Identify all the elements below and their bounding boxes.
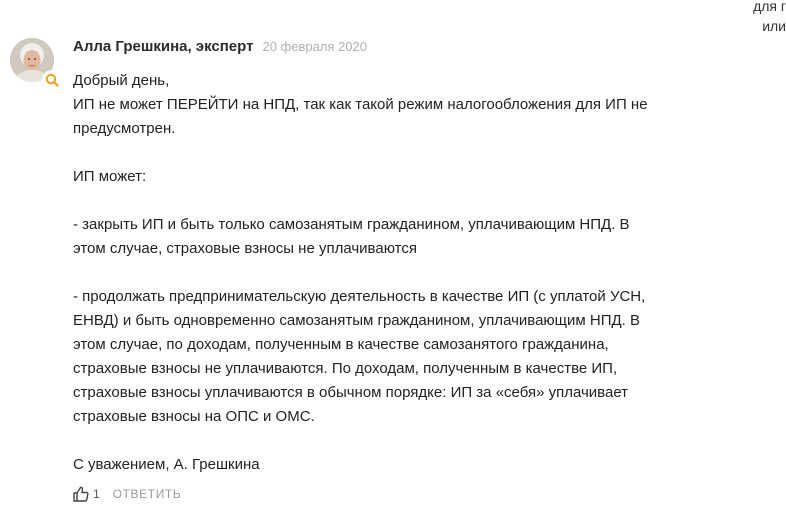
comment-header bbox=[73, 38, 773, 60]
body-line: страховые взносы не уплачиваются. По доходам, полученным в качестве ИП, bbox=[73, 360, 618, 377]
truncated-side-text bbox=[726, 0, 786, 36]
author-avatar-wrap[interactable] bbox=[10, 38, 54, 82]
comment bbox=[73, 38, 773, 477]
expert-badge bbox=[43, 71, 61, 89]
truncated-line-1: для г bbox=[753, 0, 786, 14]
body-line: - продолжать предпринимательскую деятельность в качестве ИП (с уплатой УСН, bbox=[73, 288, 646, 305]
body-line: предусмотрен. bbox=[73, 120, 176, 137]
body-line: ЕНВД) и быть одновременно самозанятым гражданином, уплачивающим НПД. В bbox=[73, 312, 640, 329]
body-line: этом случае, страховые взносы не уплачиваются bbox=[73, 240, 417, 257]
body-line: этом случае, по доходам, полученным в качестве самозанятого гражданина, bbox=[73, 336, 609, 353]
body-line: - закрыть ИП и быть только самозанятым гражданином, уплачивающим НПД. В bbox=[73, 216, 630, 233]
reply-button[interactable]: ОТВЕТИТЬ bbox=[112, 487, 182, 501]
author-name[interactable]: Алла Грешкина, эксперт bbox=[73, 38, 254, 55]
comment-date: 20 февраля 2020 bbox=[262, 39, 367, 54]
body-line: ИП не может ПЕРЕЙТИ на НПД, так как такой режим налогообложения для ИП не bbox=[73, 96, 648, 113]
like-button[interactable] bbox=[72, 485, 100, 503]
body-line: С уважением, А. Грешкина bbox=[73, 456, 260, 473]
comment-body bbox=[73, 69, 773, 477]
comment-actions bbox=[72, 484, 181, 504]
body-line: страховые взносы уплачиваются в обычном порядке: ИП за «себя» уплачивает bbox=[73, 384, 629, 401]
body-line: ИП может: bbox=[73, 168, 147, 185]
body-line: страховые взносы на ОПС и ОМС. bbox=[73, 408, 315, 425]
thumbs-up-icon bbox=[72, 485, 90, 503]
expert-badge-icon bbox=[45, 73, 59, 87]
truncated-line-2: или bbox=[762, 18, 786, 34]
body-line: Добрый день, bbox=[73, 72, 170, 89]
like-count: 1 bbox=[93, 487, 100, 501]
